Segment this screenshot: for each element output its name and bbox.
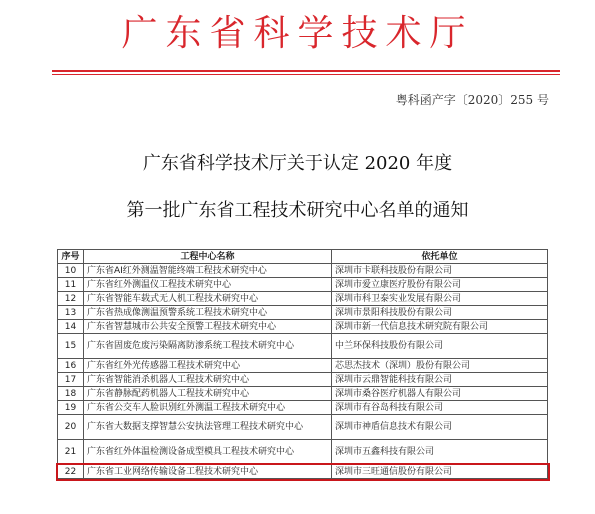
- table-row: [58, 292, 548, 306]
- host-unit: 深圳市五鑫科技有限公司: [332, 440, 548, 465]
- column-header-center-name: 工程中心名称: [84, 250, 332, 264]
- center-name: 广东省红外光传感器工程技术研究中心: [84, 359, 332, 373]
- host-unit: 芯思杰技术（深圳）股份有限公司: [332, 359, 548, 373]
- host-unit: 深圳市新一代信息技术研究院有限公司: [332, 320, 548, 334]
- table-row-highlighted: [58, 465, 548, 479]
- center-name: 广东省红外体温检测设备成型模具工程技术研究中心: [84, 440, 332, 465]
- column-header-number: 序号: [58, 250, 84, 264]
- row-number: 21: [58, 440, 84, 465]
- host-unit: 深圳市科卫泰实业发展有限公司: [332, 292, 548, 306]
- center-name: 广东省固废危废污染隔离防渗系统工程技术研究中心: [84, 334, 332, 359]
- row-number: 10: [58, 264, 84, 278]
- center-name: 广东省工业网络传输设备工程技术研究中心: [84, 465, 332, 479]
- row-number: 15: [58, 334, 84, 359]
- table-row: [58, 387, 548, 401]
- table-row: [58, 359, 548, 373]
- table-row: [58, 401, 548, 415]
- host-unit: 中兰环保科技股份有限公司: [332, 334, 548, 359]
- table-body: [58, 264, 548, 479]
- table-row: [58, 306, 548, 320]
- host-unit: 深圳市有谷岛科技有限公司: [332, 401, 548, 415]
- table-row: [58, 334, 548, 359]
- row-number: 11: [58, 278, 84, 292]
- host-unit: 深圳市神盾信息技术有限公司: [332, 415, 548, 440]
- table-row: [58, 320, 548, 334]
- center-name: 广东省公交车人脸识别红外测温工程技术研究中心: [84, 401, 332, 415]
- research-center-table: [57, 249, 548, 479]
- center-name: 广东省热成像测温预警系统工程技术研究中心: [84, 306, 332, 320]
- host-unit: 深圳市卡联科技股份有限公司: [332, 264, 548, 278]
- center-name: 广东省智慧城市公共安全预警工程技术研究中心: [84, 320, 332, 334]
- notice-title-line-1: 广东省科学技术厅关于认定 2020 年度: [142, 153, 453, 174]
- row-number: 16: [58, 359, 84, 373]
- host-unit: 深圳市桑谷医疗机器人有限公司: [332, 387, 548, 401]
- table-row: [58, 415, 548, 440]
- row-number: 20: [58, 415, 84, 440]
- host-unit: 深圳市云鼎智能科技有限公司: [332, 373, 548, 387]
- letterhead-rule-top: [52, 70, 560, 72]
- row-number: 19: [58, 401, 84, 415]
- table-row: [58, 278, 548, 292]
- center-name: 广东省大数据支撑智慧公安执法管理工程技术研究中心: [84, 415, 332, 440]
- row-number: 17: [58, 373, 84, 387]
- table-row: [58, 440, 548, 465]
- row-number: 22: [58, 465, 84, 479]
- host-unit: 深圳市爱立康医疗股份有限公司: [332, 278, 548, 292]
- center-name: 广东省智能消杀机器人工程技术研究中心: [84, 373, 332, 387]
- center-name: 广东省静脉配药机器人工程技术研究中心: [84, 387, 332, 401]
- host-unit: 深圳市三旺通信股份有限公司: [332, 465, 548, 479]
- agency-letterhead: 广东省科学技术厅: [121, 13, 474, 54]
- letterhead-rule-bottom: [52, 74, 560, 75]
- row-number: 18: [58, 387, 84, 401]
- row-number: 12: [58, 292, 84, 306]
- notice-title-line-2: 第一批广东省工程技术研究中心名单的通知: [126, 200, 469, 221]
- column-header-host-unit: 依托单位: [332, 250, 548, 264]
- center-name: 广东省红外测温仪工程技术研究中心: [84, 278, 332, 292]
- row-number: 14: [58, 320, 84, 334]
- table-row: [58, 373, 548, 387]
- table-row: [58, 264, 548, 278]
- document-number: 粤科函产字〔2020〕255 号: [395, 93, 549, 107]
- center-name: 广东省智能车载式无人机工程技术研究中心: [84, 292, 332, 306]
- table-header-row: [58, 250, 548, 264]
- center-name: 广东省AI红外测温智能终端工程技术研究中心: [84, 264, 332, 278]
- host-unit: 深圳市景阳科技股份有限公司: [332, 306, 548, 320]
- row-number: 13: [58, 306, 84, 320]
